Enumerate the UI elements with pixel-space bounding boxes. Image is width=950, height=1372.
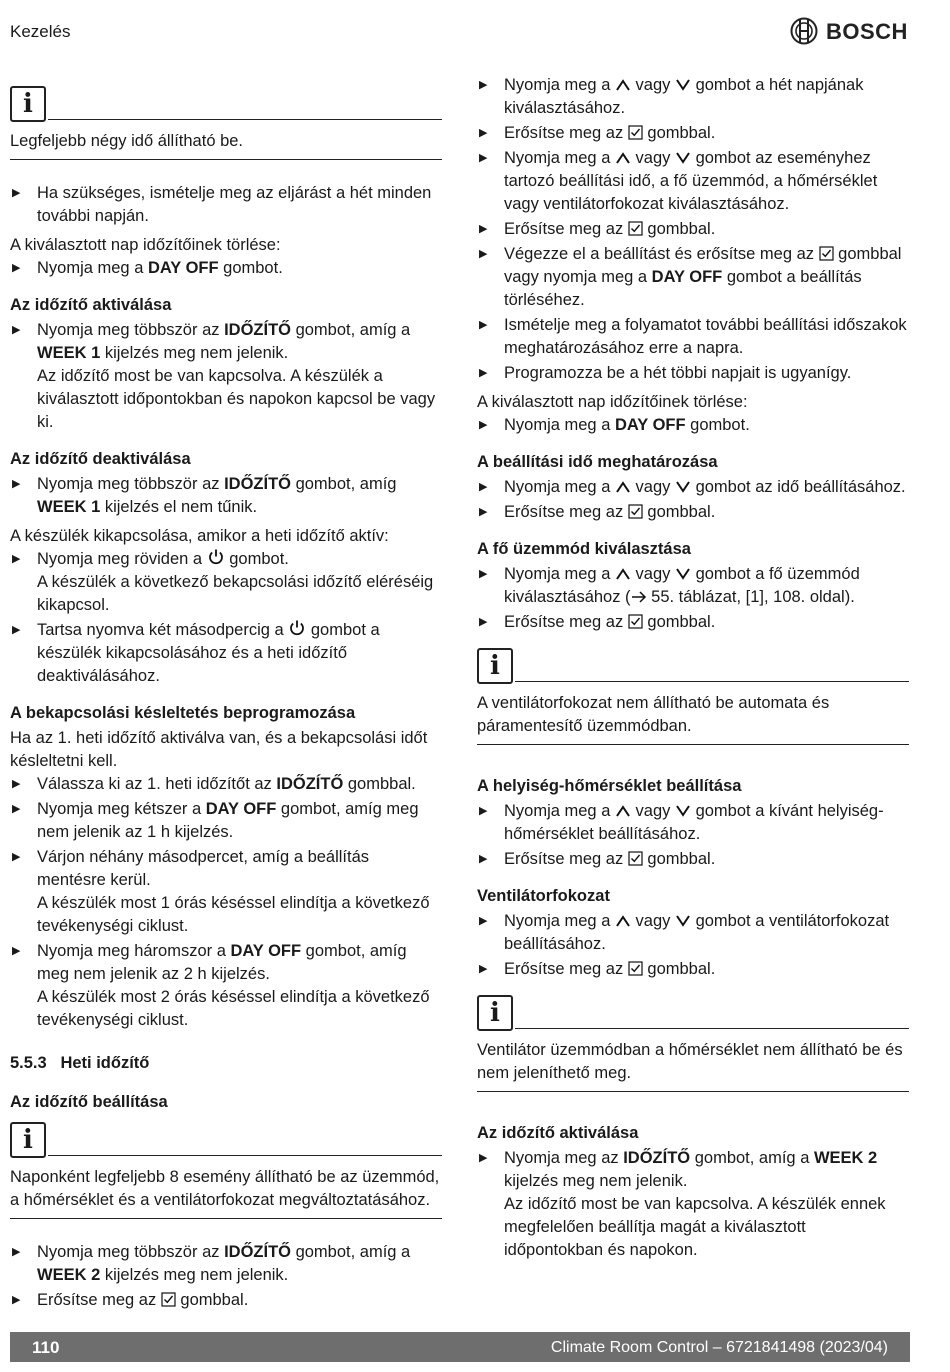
header-section-title: Kezelés (10, 22, 71, 41)
info-icon: i (10, 86, 46, 122)
list-item: ▶ Erősítse meg az gombbal. (477, 501, 909, 524)
list-item: ▶ Nyomja meg a vagy gombot az eseményhez tartozó beállítási idő, a fő üzemmód, a hőmérséklet vagy ventilátorfokozat kiválasztásához. (477, 147, 909, 216)
list-item: ▶ Programozza be a hét többi napjait is ugyanígy. (477, 362, 909, 385)
checkbox-icon (819, 246, 834, 261)
paragraph: Ha az 1. heti időzítő aktiválva van, és a bekapcsolási időt késleltetni kell. (10, 729, 428, 770)
subheading: A helyiség-hőmérséklet beállítása (477, 777, 742, 795)
chevron-down-icon (675, 78, 691, 92)
checkbox-icon (628, 221, 643, 236)
checkbox-icon (628, 851, 643, 866)
checkbox-icon (628, 125, 643, 140)
list-item: ▶ Erősítse meg az gombbal. (477, 218, 909, 241)
left-column (10, 74, 442, 1314)
right-column (477, 74, 909, 1264)
subheading: A bekapcsolási késleltetés beprogramozása (10, 704, 356, 722)
list-item: ▶ Nyomja meg a vagy gombot a ventilátorfokozat beállításához. (477, 910, 909, 956)
list-item: ▶ Várjon néhány másodpercet, amíg a beállítás mentésre kerül. A készülék most 1 órás késéssel elindítja a következő tevékenységi ciklust. (10, 846, 442, 938)
power-icon (207, 548, 225, 566)
list-item: ▶ Erősítse meg az gombbal. (477, 611, 909, 634)
info-icon: i (10, 1122, 46, 1158)
info-note (477, 648, 909, 745)
info-note (10, 1122, 442, 1219)
list-item: ▶ Nyomja meg a vagy gombot a kívánt helyiség-hőmérséklet beállításához. (477, 800, 909, 846)
info-note (10, 86, 442, 160)
subheading: A fő üzemmód kiválasztása (477, 540, 691, 558)
subheading: A beállítási idő meghatározása (477, 453, 718, 471)
checkbox-icon (161, 1292, 176, 1307)
subheading: Ventilátorfokozat (477, 887, 610, 905)
chevron-down-icon (675, 804, 691, 818)
bosch-armature-icon (790, 17, 818, 45)
chevron-up-icon (615, 567, 631, 581)
chevron-down-icon (675, 151, 691, 165)
brand-name: BOSCH (826, 18, 908, 44)
subheading: Az időzítő beállítása (10, 1093, 168, 1111)
subheading: Az időzítő aktiválása (477, 1124, 639, 1142)
chevron-up-icon (615, 151, 631, 165)
chevron-down-icon (675, 914, 691, 928)
list-item: ▶ Erősítse meg az gombbal. (477, 122, 909, 145)
list-item: ▶ Nyomja meg a vagy gombot a fő üzemmód kiválasztásához ( 55. táblázat, [1], 108. oldal). (477, 563, 909, 609)
page-footer (10, 1332, 910, 1362)
chevron-down-icon (675, 480, 691, 494)
checkbox-icon (628, 504, 643, 519)
chevron-up-icon (615, 914, 631, 928)
chevron-down-icon (675, 567, 691, 581)
checkbox-icon (628, 614, 643, 629)
info-note-text: A ventilátorfokozat nem állítható be automata és páramentesítő üzemmódban. (477, 684, 909, 745)
section-heading: 5.5.3 Heti időzítő (10, 1054, 150, 1072)
arrow-right-icon (631, 590, 647, 604)
list-item: ▶ Nyomja meg a vagy gombot a hét napjának kiválasztásához. (477, 74, 909, 120)
list-item: ▶ Nyomja meg többször az IDŐZÍTŐ gombot, amíg WEEK 1 kijelzés el nem tűnik. (10, 473, 442, 519)
document-title: Climate Room Control – 6721841498 (2023/04) (550, 1338, 888, 1356)
checkbox-icon (628, 961, 643, 976)
paragraph: A készülék kikapcsolása, amikor a heti időzítő aktív: (10, 527, 389, 545)
list-item: ▶ Nyomja meg röviden a gombot. A készülék a következő bekapcsolási időzítő eléréséig kikapcsol. (10, 548, 442, 617)
list-item: ▶ Nyomja meg a DAY OFF gombot. (10, 257, 442, 280)
chevron-up-icon (615, 804, 631, 818)
subheading: Az időzítő deaktiválása (10, 450, 191, 468)
list-item: ▶ Tartsa nyomva két másodpercig a gombot a készülék kikapcsolásához és a heti időzítő deaktiválásához. (10, 619, 442, 688)
list-item: ▶ Nyomja meg az IDŐZÍTŐ gombot, amíg a WEEK 2 kijelzés meg nem jelenik. Az időzítő most be van kapcsolva. A készülék ennek megfelelően beállítja magát a kiválasztott időpontokban és napokon. (477, 1147, 909, 1262)
list-item: ▶ Nyomja meg a DAY OFF gombot. (477, 414, 909, 437)
list-item: ▶ Erősítse meg az gombbal. (477, 848, 909, 871)
info-icon: i (477, 995, 513, 1031)
chevron-up-icon (615, 480, 631, 494)
list-item: ▶ Erősítse meg az gombbal. (10, 1289, 442, 1312)
info-note-text: Legfeljebb négy idő állítható be. (10, 122, 442, 160)
page-number: 110 (32, 1337, 60, 1357)
list-item: ▶ Nyomja meg többször az IDŐZÍTŐ gombot, amíg a WEEK 1 kijelzés meg nem jelenik. Az időzítő most be van kapcsolva. A készülék a kiválasztott időpontokban és napokon kapcsol be vagy ki. (10, 319, 442, 434)
paragraph: A kiválasztott nap időzítőinek törlése: (10, 236, 281, 254)
list-item: ▶ Nyomja meg háromszor a DAY OFF gombot, amíg meg nem jelenik az 2 h kijelzés. A készülék most 2 órás késéssel elindítja a következő tevékenységi ciklust. (10, 940, 442, 1032)
bosch-logo (790, 17, 908, 45)
info-note-text: Ventilátor üzemmódban a hőmérséklet nem állítható be és nem jeleníthető meg. (477, 1031, 909, 1092)
list-item: ▶ Nyomja meg többször az IDŐZÍTŐ gombot, amíg a WEEK 2 kijelzés meg nem jelenik. (10, 1241, 442, 1287)
list-item: ▶ Ismételje meg a folyamatot további beállítási időszakok meghatározásához erre a napra. (477, 314, 909, 360)
list-item: ▶ Erősítse meg az gombbal. (477, 958, 909, 981)
power-icon (288, 619, 306, 637)
paragraph: A kiválasztott nap időzítőinek törlése: (477, 393, 748, 411)
list-item: ▶ Ha szükséges, ismételje meg az eljárást a hét minden további napján. (10, 182, 442, 228)
list-item: ▶ Válassza ki az 1. heti időzítőt az IDŐZÍTŐ gombbal. (10, 773, 442, 796)
subheading: Az időzítő aktiválása (10, 296, 172, 314)
chevron-up-icon (615, 78, 631, 92)
list-item: ▶ Nyomja meg kétszer a DAY OFF gombot, amíg meg nem jelenik az 1 h kijelzés. (10, 798, 442, 844)
info-note (477, 995, 909, 1092)
list-item: ▶ Nyomja meg a vagy gombot az idő beállításához. (477, 476, 909, 499)
list-item: ▶ Végezze el a beállítást és erősítse meg az gombbal vagy nyomja meg a DAY OFF gombot a beállítás törléséhez. (477, 243, 909, 312)
info-icon: i (477, 648, 513, 684)
info-note-text: Naponként legfeljebb 8 esemény állítható be az üzemmód, a hőmérséklet és a ventilátorfokozat megváltoztatásához. (10, 1158, 442, 1219)
